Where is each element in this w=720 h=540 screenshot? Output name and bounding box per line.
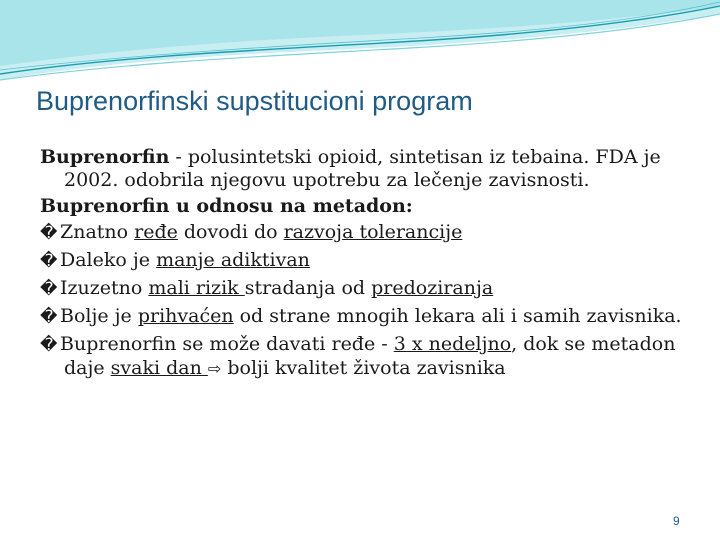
bullet-underlined-text: prihvaćen — [137, 305, 234, 327]
bullet-text: Znatno — [60, 221, 135, 243]
bullet-item — [40, 249, 700, 273]
bullet-text: stradanja od — [244, 277, 372, 299]
bullet-text: od strane mnogih lekara ali i samih zavisnika. — [233, 305, 682, 327]
bullet-marker-icon: � — [40, 335, 58, 355]
bullet-item — [40, 277, 700, 301]
bullet-text: Buprenorfin se može davati ređe - — [60, 333, 394, 355]
bullet-underlined-text — [111, 357, 222, 379]
bullet-underlined-text: razvoja tolerancije — [283, 221, 463, 243]
bullet-marker-icon: � — [40, 307, 58, 327]
slide-title: Buprenorfinski supstitucioni program — [36, 86, 473, 116]
bullet-underlined-text: mali rizik — [148, 277, 245, 299]
bullet-text: Daleko je — [60, 249, 157, 271]
bullet-underlined-word: svaki dan — [110, 357, 208, 379]
bullet-text: bolji kvalitet života zavisnika — [221, 357, 506, 379]
bullet-item — [40, 305, 700, 329]
intro-term: Buprenorfin — [40, 146, 170, 168]
page-number: 9 — [673, 514, 680, 528]
bullet-underlined-text: ređe — [134, 221, 178, 243]
bullet-underlined-text: 3 x nedeljno — [393, 333, 512, 355]
bullet-marker-icon: � — [40, 279, 58, 299]
bullet-text: , dok se metadon daje — [64, 333, 676, 379]
bullet-underlined-text: predoziranja — [371, 277, 494, 299]
bullet-marker-icon: � — [40, 251, 58, 271]
bullet-text: dovodi do — [177, 221, 284, 243]
bullet-underlined-text: manje adiktivan — [156, 249, 310, 271]
bullet-item — [40, 221, 700, 245]
bullet-marker-icon: � — [40, 223, 58, 243]
bullet-text: Bolje je — [60, 305, 138, 327]
bullet-item — [40, 333, 700, 380]
bullet-text: Izuzetno — [60, 277, 149, 299]
header-wave-decoration — [0, 0, 720, 90]
hollow-right-arrow-icon: ⇨ — [207, 359, 222, 378]
comparison-heading-text: Buprenorfin u odnosu na metadon: — [40, 195, 413, 217]
intro-definition: - polusintetski opioid, sintetisan iz tebaina. FDA je 2002. odobrila njegovu upotrebu za lečenje zavisnosti. — [64, 146, 661, 191]
slide-body — [40, 146, 700, 384]
intro-paragraph — [40, 146, 700, 192]
comparison-heading — [40, 195, 700, 218]
